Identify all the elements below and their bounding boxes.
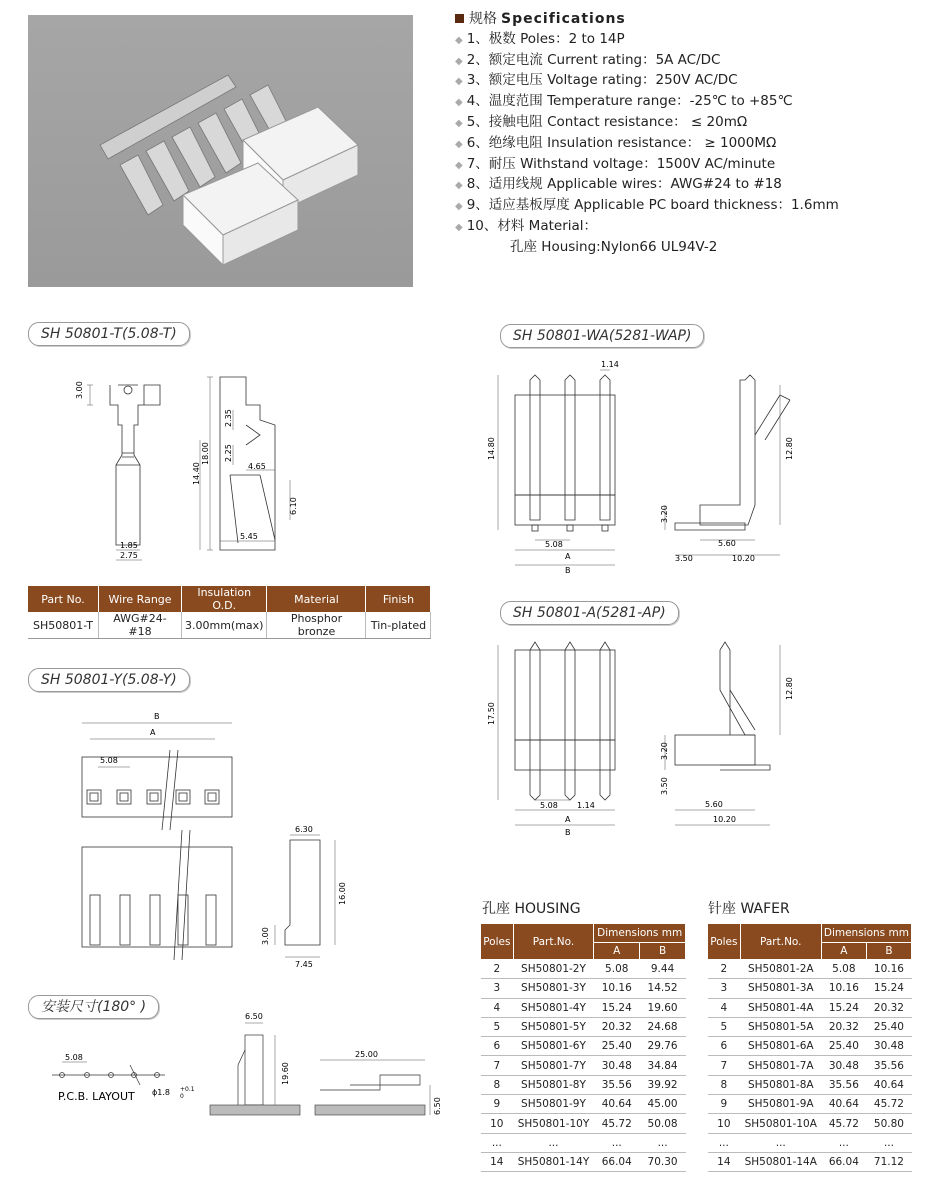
dim-label: 2.75 (120, 551, 138, 560)
spec-item (455, 155, 925, 176)
dim-label: 25.00 (355, 1050, 378, 1059)
table-cell: 30.48 (866, 1037, 911, 1056)
table-cell: 3 (481, 979, 514, 998)
table-cell: SH50801-4A (740, 998, 821, 1017)
table-cell: SH50801-T (28, 612, 99, 639)
diamond-bullet-icon: ◆ (455, 221, 463, 233)
table-row (708, 1075, 912, 1094)
table-cell: ... (594, 1133, 640, 1152)
spec-text: 1、极数 Poles：2 to 14P (466, 30, 625, 47)
table-row (481, 1133, 686, 1152)
table-cell: 20.32 (821, 1017, 866, 1036)
table-cell: 40.64 (821, 1095, 866, 1114)
table-cell: SH50801-3A (740, 979, 821, 998)
table-cell: 5 (708, 1017, 741, 1036)
table-row (708, 960, 912, 979)
wafer-a-drawing (480, 630, 810, 837)
table-cell: ... (640, 1133, 686, 1152)
housing-table-body (481, 960, 686, 1172)
table-cell: 19.60 (640, 998, 686, 1017)
table-cell: 71.12 (866, 1152, 911, 1171)
table-cell: ... (866, 1133, 911, 1152)
table-header-row (28, 586, 431, 612)
housing-table (480, 923, 686, 1172)
table-cell: 6 (481, 1037, 514, 1056)
col-header: Dimensions mm (594, 924, 686, 943)
table-row (481, 979, 686, 998)
dim-label: 5.45 (240, 532, 258, 541)
table-cell: 25.40 (821, 1037, 866, 1056)
table-row (481, 1095, 686, 1114)
spec-text: 3、额定电压 Voltage rating：250V AC/DC (466, 72, 738, 89)
table-cell: SH50801-8Y (513, 1075, 594, 1094)
dim-label: 19.60 (281, 1062, 290, 1085)
table-row (708, 1152, 912, 1171)
table-cell: 4 (481, 998, 514, 1017)
col-header: B (640, 943, 686, 960)
install-drawing (40, 1005, 440, 1155)
table-cell: 35.56 (821, 1075, 866, 1094)
dim-label: 3.50 (660, 777, 669, 795)
diamond-bullet-icon: ◆ (455, 97, 463, 109)
table-cell: SH50801-6Y (513, 1037, 594, 1056)
dim-label: 2.35 (224, 409, 233, 427)
diamond-bullet-icon: ◆ (455, 138, 463, 150)
spec-item (455, 92, 925, 113)
spec-item (455, 30, 925, 51)
table-row (708, 1114, 912, 1133)
wafer-table-body (708, 960, 912, 1172)
table-cell: ... (708, 1133, 741, 1152)
table-cell: 45.72 (594, 1114, 640, 1133)
dim-label: 14.40 (192, 462, 201, 485)
dim-label: ϕ1.8 (152, 1088, 170, 1097)
table-cell: 14.52 (640, 979, 686, 998)
dim-label: 5.08 (545, 540, 563, 549)
dim-label: A (565, 552, 571, 561)
specifications (455, 10, 925, 258)
dim-label: A (150, 728, 156, 737)
table-cell: SH50801-2A (740, 960, 821, 979)
col-header: Poles (481, 924, 514, 960)
col-header: B (866, 943, 911, 960)
table-cell: ... (740, 1133, 821, 1152)
table-row (481, 1017, 686, 1036)
specs-heading (455, 10, 925, 30)
table-cell: 30.48 (821, 1056, 866, 1075)
table-cell: SH50801-3Y (513, 979, 594, 998)
dim-label: A (565, 815, 571, 824)
table-header-row (481, 924, 686, 943)
table-row (481, 960, 686, 979)
diamond-bullet-icon: ◆ (455, 117, 463, 129)
table-row (708, 1037, 912, 1056)
dim-label: 0 (180, 1093, 184, 1100)
spec-item (455, 51, 925, 72)
table-cell: 40.64 (594, 1095, 640, 1114)
table-cell: 3 (708, 979, 741, 998)
table-cell: 66.04 (594, 1152, 640, 1171)
table-cell: AWG#24-#18 (99, 612, 182, 639)
table-cell: SH50801-7A (740, 1056, 821, 1075)
col-header: Poles (708, 924, 741, 960)
table-row (708, 1133, 912, 1152)
wafer-wa-drawing (480, 355, 810, 580)
dim-label: 3.20 (660, 505, 669, 523)
table-row (708, 979, 912, 998)
dim-label: B (565, 566, 571, 575)
table-cell: 5.08 (821, 960, 866, 979)
table-row (708, 1095, 912, 1114)
spec-item (455, 217, 925, 238)
table-cell: SH50801-8A (740, 1075, 821, 1094)
spec-text: 10、材料 Material： (466, 217, 598, 234)
section-title-wafer-a: SH 50801-A(5281-AP) (500, 601, 679, 625)
table-cell: 2 (481, 960, 514, 979)
table-cell: SH50801-9A (740, 1095, 821, 1114)
table-cell: 25.40 (866, 1017, 911, 1036)
table-cell: 10.16 (821, 979, 866, 998)
col-header: Part.No. (513, 924, 594, 960)
spec-text: 5、接触电阻 Contact resistance： ≤ 20mΩ (466, 113, 748, 130)
wafer-table (707, 923, 912, 1172)
section-title-housing-y: SH 50801-Y(5.08-Y) (28, 668, 190, 692)
table-row (708, 998, 912, 1017)
table-row (708, 1056, 912, 1075)
diamond-bullet-icon: ◆ (455, 180, 463, 192)
table-cell: SH50801-5Y (513, 1017, 594, 1036)
col-header: A (594, 943, 640, 960)
dim-label: 3.50 (675, 554, 693, 563)
table-header-row (708, 924, 912, 943)
spec-item (455, 196, 925, 217)
dim-label: 2.25 (224, 444, 233, 462)
col-header: A (821, 943, 866, 960)
housing-table-title: 孔座 HOUSING (482, 901, 581, 917)
wafer-table-title: 针座 WAFER (708, 901, 790, 917)
dim-label: 10.20 (713, 815, 736, 824)
col-header: Finish (366, 586, 431, 612)
section-title-terminal: SH 50801-T(5.08-T) (28, 322, 190, 346)
table-row (28, 612, 431, 639)
pcb-layout-label: P.C.B. LAYOUT (58, 1090, 135, 1103)
spec-material-sub: 孔座 Housing:Nylon66 UL94V-2 (510, 238, 718, 255)
spec-text: 8、适用线规 Applicable wires：AWG#24 to #18 (466, 176, 782, 193)
dim-label: 5.08 (540, 801, 558, 810)
table-cell: 40.64 (866, 1075, 911, 1094)
table-cell: 2 (708, 960, 741, 979)
spec-text: 9、适应基板厚度 Applicable PC board thickness：1.6mm (466, 197, 839, 214)
terminal-drawing (60, 365, 320, 575)
table-cell: 3.00mm(max) (182, 612, 267, 639)
table-cell: 29.76 (640, 1037, 686, 1056)
dim-label: 5.08 (65, 1053, 83, 1062)
table-row (481, 998, 686, 1017)
dim-label: 5.60 (718, 539, 736, 548)
table-cell: 35.56 (866, 1056, 911, 1075)
dim-label: 1.14 (577, 801, 595, 810)
table-cell: 14 (481, 1152, 514, 1171)
table-cell: 35.56 (594, 1075, 640, 1094)
table-row (481, 1056, 686, 1075)
table-cell: SH50801-7Y (513, 1056, 594, 1075)
table-cell: 20.32 (866, 998, 911, 1017)
spec-text: 2、额定电流 Current rating：5A AC/DC (466, 51, 721, 68)
diamond-bullet-icon: ◆ (455, 34, 463, 46)
section-title-install: 安装尺寸(180° ) (28, 995, 159, 1019)
table-cell: 6 (708, 1037, 741, 1056)
table-cell: 10.16 (866, 960, 911, 979)
dim-label: +0.1 (180, 1086, 195, 1093)
table-cell: 66.04 (821, 1152, 866, 1171)
dim-label: 3.00 (75, 381, 84, 399)
diamond-bullet-icon: ◆ (455, 201, 463, 213)
table-cell: 9.44 (640, 960, 686, 979)
table-row (481, 1075, 686, 1094)
table-row (481, 1152, 686, 1171)
table-cell: SH50801-9Y (513, 1095, 594, 1114)
dim-label: 14.80 (487, 437, 496, 460)
dim-label: 12.80 (785, 677, 794, 700)
table-cell: 45.00 (640, 1095, 686, 1114)
col-header: Dimensions mm (821, 924, 911, 943)
housing-y-drawing (70, 705, 370, 970)
spec-item (455, 113, 925, 134)
table-cell: ... (821, 1133, 866, 1152)
spec-item (455, 71, 925, 92)
spec-text: 4、温度范围 Temperature range：-25℃ to +85℃ (466, 93, 793, 110)
dim-label: 1.85 (120, 541, 138, 550)
square-bullet-icon (455, 14, 464, 23)
spec-item (455, 134, 925, 155)
dim-label: 17.50 (487, 702, 496, 725)
dim-label: 5.60 (705, 800, 723, 809)
table-cell: 4 (708, 998, 741, 1017)
table-cell: SH50801-10A (740, 1114, 821, 1133)
dim-label: 6.50 (245, 1012, 263, 1021)
table-cell: Phosphor bronze (267, 612, 366, 639)
table-cell: 25.40 (594, 1037, 640, 1056)
product-photo-drawing (28, 15, 413, 287)
dim-label: 4.65 (248, 462, 266, 471)
section-title-wafer-wa: SH 50801-WA(5281-WAP) (500, 324, 704, 348)
dim-label: 16.00 (338, 882, 347, 905)
dim-label: 6.10 (289, 497, 298, 515)
table-row (481, 1037, 686, 1056)
table-cell: 14 (708, 1152, 741, 1171)
table-row (708, 1017, 912, 1036)
table-cell: 70.30 (640, 1152, 686, 1171)
table-cell: 15.24 (594, 998, 640, 1017)
terminal-part-table (28, 586, 431, 639)
table-cell: 39.92 (640, 1075, 686, 1094)
dim-label: B (565, 828, 571, 837)
table-cell: 10 (708, 1114, 741, 1133)
col-header: Part No. (28, 586, 99, 612)
col-header: Part.No. (740, 924, 821, 960)
specs-heading-en: Specifications (501, 11, 626, 27)
dim-label: B (154, 712, 160, 721)
table-cell: 8 (481, 1075, 514, 1094)
table-cell: SH50801-4Y (513, 998, 594, 1017)
table-cell: SH50801-2Y (513, 960, 594, 979)
dim-label: 7.45 (295, 960, 313, 969)
dim-label: 6.50 (433, 1097, 442, 1115)
dim-label: 3.20 (660, 742, 669, 760)
dim-label: 18.00 (201, 442, 210, 465)
dim-label: 3.00 (261, 927, 270, 945)
table-cell: 30.48 (594, 1056, 640, 1075)
table-cell: 20.32 (594, 1017, 640, 1036)
diamond-bullet-icon: ◆ (455, 55, 463, 67)
dim-label: 10.20 (732, 554, 755, 563)
table-cell: 10.16 (594, 979, 640, 998)
table-cell: SH50801-6A (740, 1037, 821, 1056)
table-cell: SH50801-10Y (513, 1114, 594, 1133)
table-cell: 34.84 (640, 1056, 686, 1075)
table-cell: 15.24 (821, 998, 866, 1017)
dim-label: 1.14 (601, 360, 619, 369)
col-header: Wire Range (99, 586, 182, 612)
table-cell: 50.80 (866, 1114, 911, 1133)
table-cell: SH50801-14A (740, 1152, 821, 1171)
table-cell: 9 (481, 1095, 514, 1114)
diamond-bullet-icon: ◆ (455, 159, 463, 171)
spec-text: 7、耐压 Withstand voltage：1500V AC/minute (466, 155, 776, 172)
table-cell: ... (481, 1133, 514, 1152)
table-cell: SH50801-14Y (513, 1152, 594, 1171)
table-cell: SH50801-5A (740, 1017, 821, 1036)
dim-label: 6.30 (295, 825, 313, 834)
col-header: Insulation O.D. (182, 586, 267, 612)
table-row (481, 1114, 686, 1133)
dim-label: 12.80 (785, 437, 794, 460)
table-cell: 45.72 (866, 1095, 911, 1114)
table-cell: 7 (481, 1056, 514, 1075)
dim-label: 5.08 (100, 756, 118, 765)
table-cell: 15.24 (866, 979, 911, 998)
table-cell: Tin-plated (366, 612, 431, 639)
col-header: Material (267, 586, 366, 612)
table-cell: 10 (481, 1114, 514, 1133)
specs-heading-cn: 规格 (469, 11, 497, 27)
table-cell: 7 (708, 1056, 741, 1075)
table-cell: 50.08 (640, 1114, 686, 1133)
table-cell: 5 (481, 1017, 514, 1036)
table-cell: 24.68 (640, 1017, 686, 1036)
spec-item (455, 175, 925, 196)
product-photo (28, 15, 413, 287)
spec-text: 6、绝缘电阻 Insulation resistance： ≥ 1000MΩ (466, 134, 777, 151)
table-cell: 5.08 (594, 960, 640, 979)
diamond-bullet-icon: ◆ (455, 76, 463, 88)
table-cell: 9 (708, 1095, 741, 1114)
table-cell: ... (513, 1133, 594, 1152)
table-cell: 45.72 (821, 1114, 866, 1133)
table-cell: 8 (708, 1075, 741, 1094)
